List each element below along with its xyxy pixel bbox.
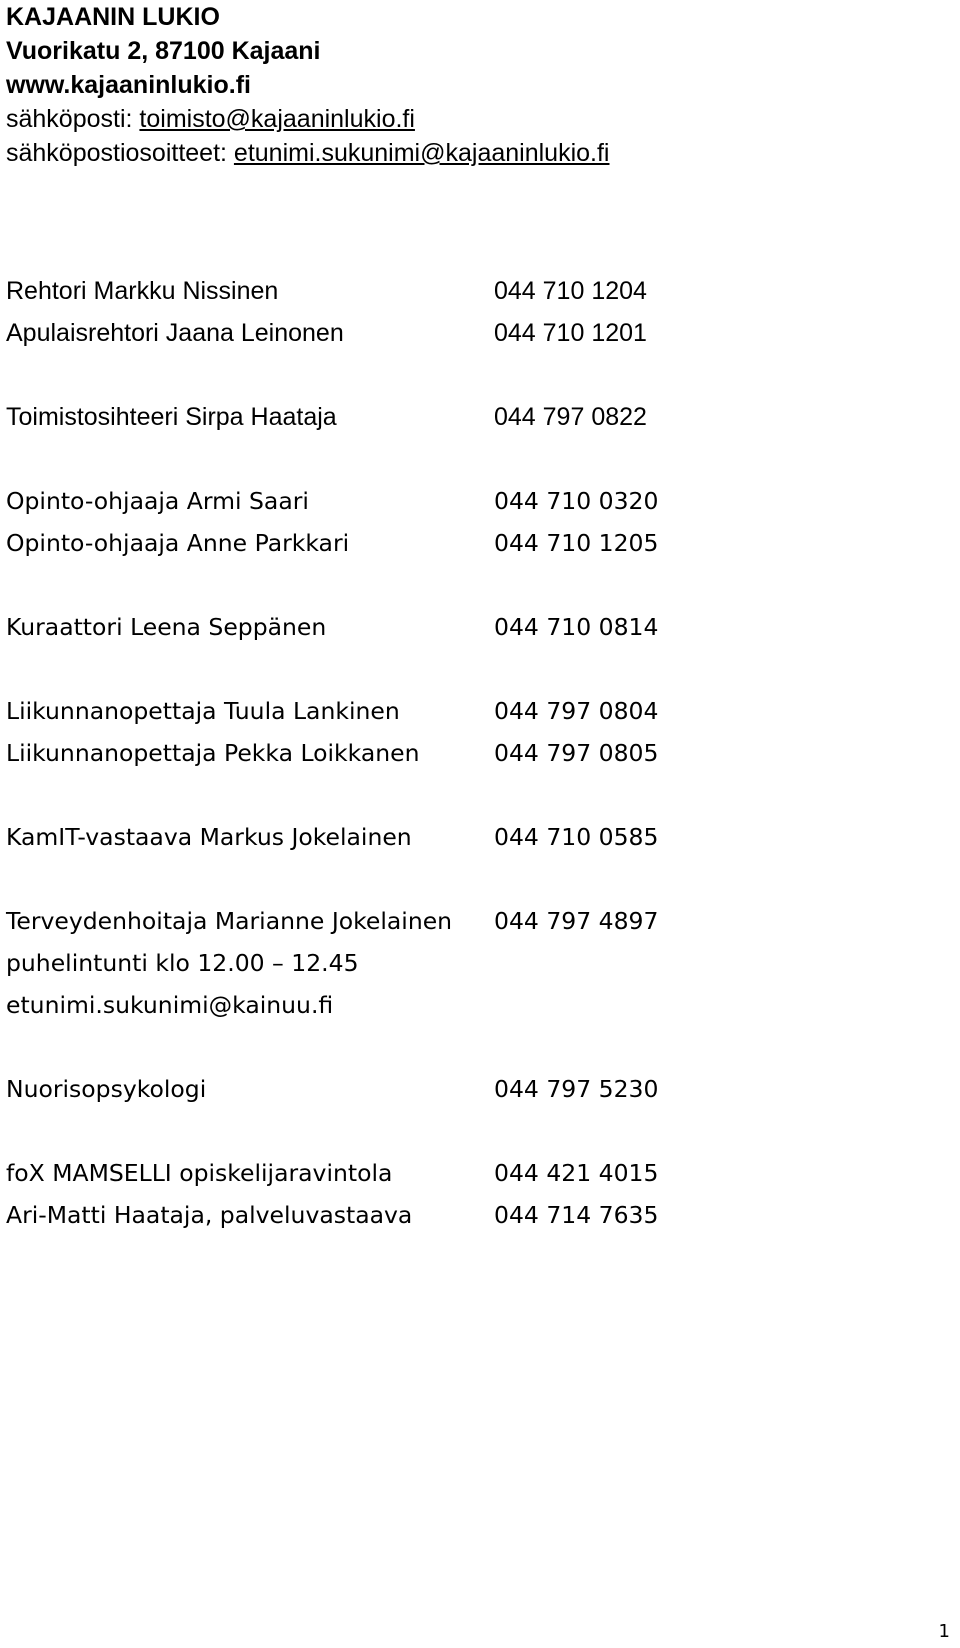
contact-phone: 044 714 7635 (494, 1201, 659, 1229)
school-address: Vuorikatu 2, 87100 Kajaani (6, 37, 321, 65)
email-line (6, 102, 609, 136)
contact-name: Nuorisopsykologi (6, 1075, 207, 1103)
contact-name: Ari-Matti Haataja, palveluvastaava (6, 1201, 413, 1229)
contact-phone: 044 710 0814 (494, 613, 659, 641)
email-label: sähköposti: (6, 105, 140, 133)
page-number: 1 (938, 1621, 950, 1642)
contact-phone: 044 710 1205 (494, 529, 659, 557)
contact-name: Terveydenhoitaja Marianne Jokelainen (6, 907, 453, 935)
contact-name: Liikunnanopettaja Pekka Loikkanen (6, 739, 420, 767)
contact-email: etunimi.sukunimi@kainuu.fi (6, 991, 334, 1019)
contact-phone: 044 710 0320 (494, 487, 659, 515)
contact-phone: 044 710 1201 (494, 319, 647, 347)
office-email-link[interactable]: toimisto@kajaaninlukio.fi (139, 105, 415, 133)
contact-row-pe-teacher-2 (6, 732, 906, 774)
contact-name: Rehtori Markku Nissinen (6, 277, 279, 305)
contact-name: Apulaisrehtori Jaana Leinonen (6, 319, 344, 347)
contact-name: KamIT-vastaava Markus Jokelainen (6, 823, 412, 851)
contact-name: foX MAMSELLI opiskelijaravintola (6, 1159, 393, 1187)
contact-row-restaurant (6, 1152, 906, 1194)
contact-phone: 044 710 1204 (494, 277, 647, 305)
contact-row-nurse (6, 900, 906, 942)
contact-phone: 044 797 0822 (494, 403, 647, 431)
contact-phone: 044 797 0804 (494, 697, 659, 725)
contact-name: Toimistosihteeri Sirpa Haataja (6, 403, 337, 431)
contact-row-pe-teacher-1 (6, 690, 906, 732)
addresses-pattern-link[interactable]: etunimi.sukunimi@kajaaninlukio.fi (233, 139, 610, 167)
contact-phone: 044 710 0585 (494, 823, 659, 851)
contact-note: puhelintunti klo 12.00 – 12.45 (6, 949, 359, 977)
contact-row-counsellor-2 (6, 522, 906, 564)
addresses-label: sähköpostiosoitteet: (6, 139, 234, 167)
contact-name: Opinto-ohjaaja Anne Parkkari (6, 529, 350, 557)
addresses-line (6, 136, 609, 170)
contact-row-service-manager (6, 1194, 906, 1236)
school-website: www.kajaaninlukio.fi (6, 71, 251, 99)
contact-phone: 044 421 4015 (494, 1159, 659, 1187)
contact-row-it (6, 816, 906, 858)
contact-name: Liikunnanopettaja Tuula Lankinen (6, 697, 400, 725)
contact-phone: 044 797 5230 (494, 1075, 659, 1103)
contact-row-vice-principal (6, 312, 906, 354)
contact-row-curator (6, 606, 906, 648)
contact-row-office-secretary (6, 396, 906, 438)
contact-row-nurse-hours (6, 942, 906, 984)
contact-name: Kuraattori Leena Seppänen (6, 613, 327, 641)
contact-row-nurse-email (6, 984, 906, 1026)
contact-row-principal (6, 270, 906, 312)
contact-row-counsellor-1 (6, 480, 906, 522)
contact-phone: 044 797 4897 (494, 907, 659, 935)
school-name: KAJAANIN LUKIO (6, 3, 220, 31)
contact-phone: 044 797 0805 (494, 739, 659, 767)
contact-row-psychologist (6, 1068, 906, 1110)
contact-name: Opinto-ohjaaja Armi Saari (6, 487, 309, 515)
school-header (6, 0, 609, 170)
